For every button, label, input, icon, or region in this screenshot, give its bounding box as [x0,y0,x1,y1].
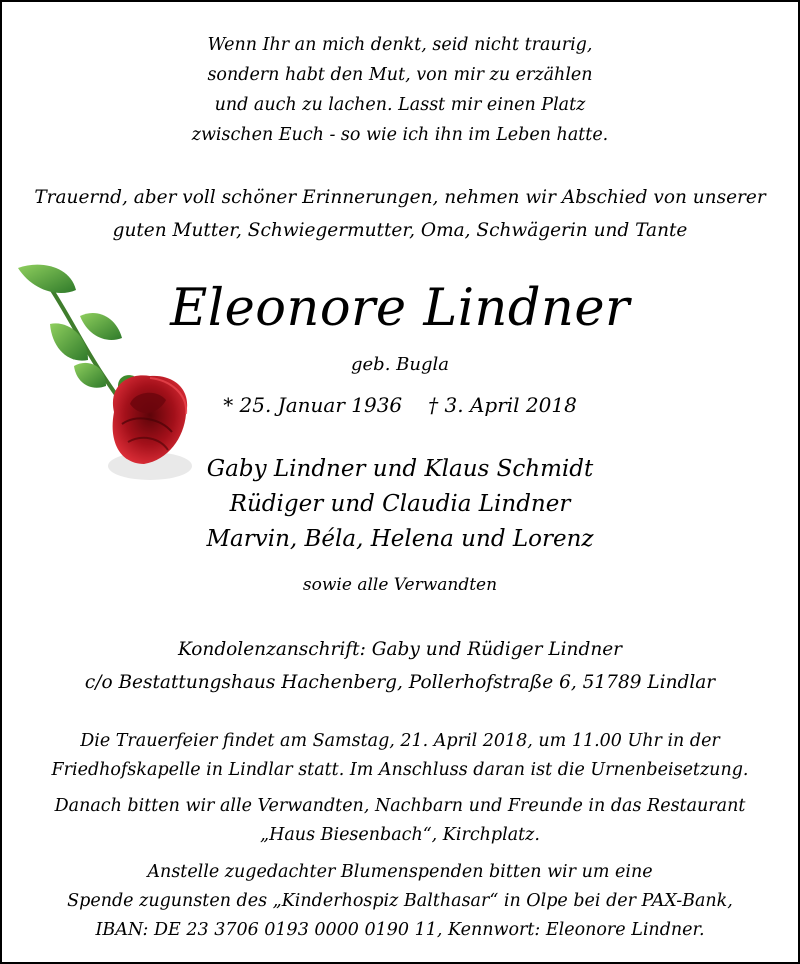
ceremony-line: Friedhofskapelle in Lindlar statt. Im Anschluss daran ist die Urnenbeisetzung. [51,760,749,780]
donation-line: Spende zugunsten des „Kinderhospiz Balthasar“ in Olpe bei der PAX-Bank, [67,891,733,911]
donation-line: IBAN: DE 23 3706 0193 0000 0190 11, Kennwort: Eleonore Lindner. [95,920,705,940]
birth-name: geb. Bugla [351,354,449,375]
donation-info [0,858,800,945]
poem-line: zwischen Euch - so wie ich ihn im Leben hatte. [191,125,609,145]
address-line: Kondolenzanschrift: Gaby und Rüdiger Lindner [177,639,623,660]
poem-line: und auch zu lachen. Lasst mir einen Platz [214,95,586,115]
poem [0,30,800,150]
life-dates [0,389,800,421]
ceremony-info [0,727,800,785]
farewell-intro [0,181,800,247]
poem-line: sondern habt den Mut, von mir zu erzählen [207,65,593,85]
intro-line: guten Mutter, Schwiegermutter, Oma, Schwägerin und Tante [112,220,688,241]
intro-line: Trauernd, aber voll schöner Erinnerungen, nehmen wir Abschied von unserer [34,187,766,208]
death-date: † 3. April 2018 [428,393,577,417]
address-line: c/o Bestattungshaus Hachenberg, Pollerhofstraße 6, 51789 Lindlar [84,672,716,693]
poem-line: Wenn Ihr an mich denkt, seid nicht traurig, [207,35,593,55]
family-line: Gaby Lindner und Klaus Schmidt [206,456,594,482]
restaurant-line: Danach bitten wir alle Verwandten, Nachbarn und Freunde in das Restaurant [54,796,746,816]
family-line: Marvin, Béla, Helena und Lorenz [206,526,594,552]
restaurant-info [0,792,800,850]
condolence-address [0,633,800,699]
ceremony-line: Die Trauerfeier findet am Samstag, 21. April 2018, um 11.00 Uhr in der [80,731,720,751]
mourning-family [0,452,800,557]
donation-line: Anstelle zugedachter Blumenspenden bitten wir um eine [147,862,653,882]
family-line: Rüdiger und Claudia Lindner [229,491,571,517]
birth-date: * 25. Januar 1936 [223,393,403,417]
relatives-note: sowie alle Verwandten [302,575,498,595]
deceased-name: Eleonore Lindner [170,279,630,338]
restaurant-line: „Haus Biesenbach“, Kirchplatz. [260,825,540,845]
